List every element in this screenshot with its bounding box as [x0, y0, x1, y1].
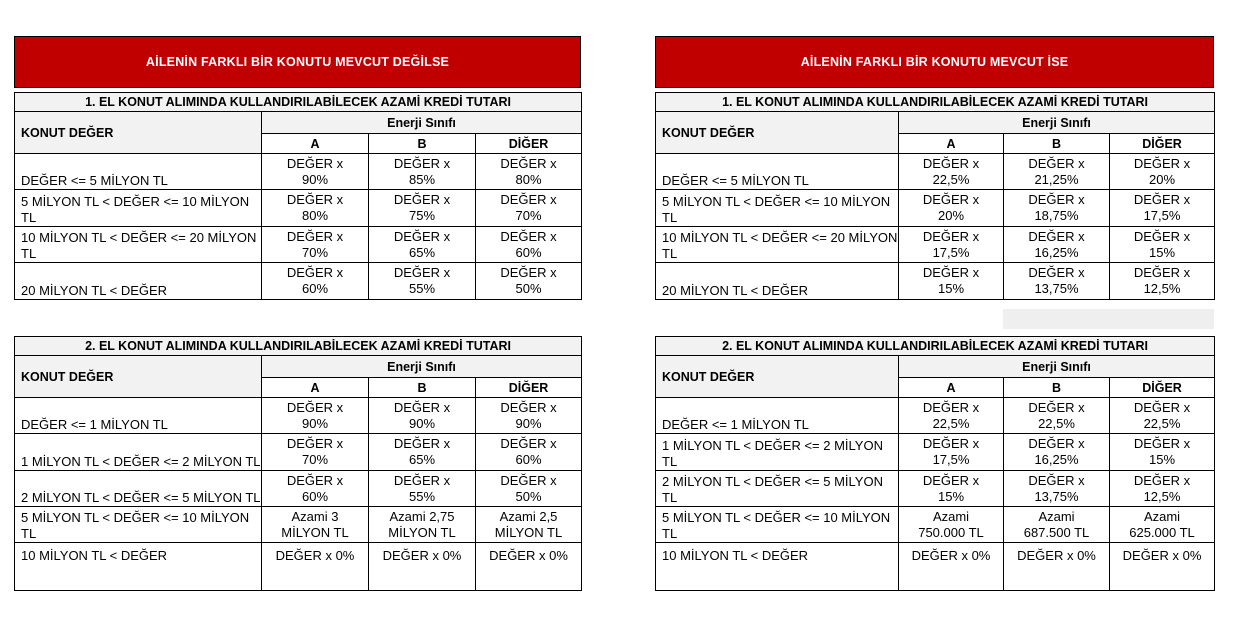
- value-cell: [899, 434, 1004, 471]
- value-line: 16,25%: [1034, 452, 1079, 467]
- value-line: Azami 2,5: [499, 508, 558, 524]
- value-line: DEĞER x: [1028, 472, 1085, 488]
- value-line: DEĞER x: [922, 192, 980, 207]
- value-cell: [1110, 434, 1215, 471]
- value-line: 85%: [408, 171, 436, 187]
- row-label: 2 MİLYON TL < DEĞER <= 5 MİLYON TL: [15, 471, 262, 507]
- value-cell: [899, 398, 1004, 434]
- value-line: 60%: [515, 452, 542, 467]
- value-line: MİLYON TL: [281, 524, 349, 540]
- value-line: 80%: [301, 208, 329, 223]
- value-line: DEĞER x: [1133, 472, 1191, 488]
- value-line: 50%: [515, 281, 542, 296]
- value-line: DEĞER x: [286, 155, 344, 171]
- row-label: 5 MİLYON TL < DEĞER <= 10 MİLYON TL: [15, 507, 262, 543]
- value-line: 12,5%: [1143, 488, 1181, 504]
- enerji-sinifi-header: Enerji Sınıfı: [262, 356, 582, 378]
- value-line: 60%: [515, 244, 542, 260]
- value-line: DEĞER x: [922, 228, 980, 244]
- value-line: DEĞER x: [1028, 436, 1085, 451]
- value-line: 22,5%: [1143, 415, 1181, 431]
- table-title: 2. EL KONUT ALIMINDA KULLANDIRILABİLECEK AZAMİ KREDİ TUTARI: [656, 337, 1215, 356]
- value-line: 20%: [1149, 171, 1176, 187]
- energy-class-0: A: [262, 134, 369, 154]
- konut-deger-header: KONUT DEĞER: [656, 356, 899, 398]
- table-row: [15, 263, 582, 300]
- value-cell: [262, 154, 369, 190]
- value-line: DEĞER x 0%: [382, 548, 462, 563]
- value-line: 90%: [301, 415, 329, 431]
- value-line: 12,5%: [1143, 281, 1181, 296]
- value-cell: [1004, 434, 1110, 471]
- value-cell: [262, 507, 369, 543]
- value-line: DEĞER x: [922, 265, 980, 280]
- value-line: Azami: [1038, 508, 1075, 524]
- value-line: DEĞER x: [922, 472, 980, 488]
- left-panel-header: AİLENİN FARKLI BİR KONUTU MEVCUT DEĞİLSE: [14, 36, 581, 88]
- row-label: 5 MİLYON TL < DEĞER <= 10 MİLYON TL: [656, 507, 899, 543]
- value-line: DEĞER x: [1133, 192, 1191, 207]
- value-line: DEĞER x 0%: [275, 548, 355, 563]
- value-line: 17,5%: [1143, 208, 1181, 223]
- value-line: 17,5%: [932, 244, 970, 260]
- value-line: DEĞER x: [1133, 265, 1191, 280]
- value-cell: [1004, 398, 1110, 434]
- value-cell: [899, 190, 1004, 227]
- energy-class-1: B: [1004, 134, 1110, 154]
- value-cell: [476, 471, 582, 507]
- value-line: DEĞER x 0%: [1017, 548, 1096, 563]
- value-line: 22,5%: [932, 415, 970, 431]
- value-cell: [262, 434, 369, 471]
- value-cell: [1004, 154, 1110, 190]
- value-cell: [369, 154, 476, 190]
- value-line: DEĞER x: [1133, 399, 1191, 415]
- value-line: DEĞER x: [393, 192, 451, 207]
- value-cell: [1110, 190, 1215, 227]
- value-line: 75%: [408, 208, 436, 223]
- value-cell: [262, 543, 369, 591]
- value-line: DEĞER x: [1028, 192, 1085, 207]
- value-cell: [476, 434, 582, 471]
- value-line: Azami: [932, 508, 970, 524]
- row-label: DEĞER <= 5 MİLYON TL: [15, 154, 262, 190]
- value-line: DEĞER x: [393, 399, 451, 415]
- energy-class-2: DİĞER: [1110, 378, 1215, 398]
- value-line: 15%: [937, 281, 965, 296]
- konut-deger-header: KONUT DEĞER: [656, 112, 899, 154]
- value-line: DEĞER x: [286, 192, 344, 207]
- value-line: 65%: [408, 244, 436, 260]
- value-cell: [369, 398, 476, 434]
- right-table-2el: [655, 336, 1215, 591]
- row-label: DEĞER <= 1 MİLYON TL: [15, 398, 262, 434]
- value-cell: [476, 227, 582, 263]
- value-line: DEĞER x: [500, 228, 557, 244]
- value-line: 15%: [1149, 452, 1176, 467]
- row-label: 10 MİLYON TL < DEĞER <= 20 MİLYON TL: [15, 227, 262, 263]
- value-line: 70%: [515, 208, 542, 223]
- table-row: [656, 154, 1215, 190]
- value-line: 22,5%: [1038, 415, 1075, 431]
- value-line: Azami 3: [291, 508, 339, 524]
- value-line: 13,75%: [1034, 488, 1079, 504]
- row-label: 10 MİLYON TL < DEĞER <= 20 MİLYON TL: [656, 227, 899, 263]
- table-row: [15, 434, 582, 471]
- value-line: DEĞER x: [500, 192, 557, 207]
- energy-class-2: DİĞER: [1110, 134, 1215, 154]
- value-line: DEĞER x: [500, 472, 557, 488]
- value-cell: [1110, 543, 1215, 591]
- value-line: DEĞER x: [286, 399, 344, 415]
- enerji-sinifi-header: Enerji Sınıfı: [899, 356, 1215, 378]
- value-cell: [899, 154, 1004, 190]
- value-line: 20%: [937, 208, 965, 223]
- left-table-2el: [14, 336, 582, 591]
- energy-class-0: A: [899, 378, 1004, 398]
- energy-class-2: DİĞER: [476, 378, 582, 398]
- value-line: 16,25%: [1034, 244, 1079, 260]
- value-line: 90%: [515, 415, 542, 431]
- value-cell: [1110, 471, 1215, 507]
- enerji-sinifi-header: Enerji Sınıfı: [899, 112, 1215, 134]
- value-line: DEĞER x: [1028, 155, 1085, 171]
- table-row: [15, 398, 582, 434]
- value-cell: [1004, 227, 1110, 263]
- value-line: DEĞER x 0%: [489, 548, 568, 563]
- table-row: [656, 434, 1215, 471]
- left-table-1el: [14, 92, 582, 300]
- value-line: 18,75%: [1034, 208, 1079, 223]
- value-line: DEĞER x: [500, 155, 557, 171]
- value-line: DEĞER x: [922, 155, 980, 171]
- value-line: 13,75%: [1034, 281, 1079, 296]
- value-cell: [262, 190, 369, 227]
- value-line: 750.000 TL: [918, 524, 984, 540]
- value-cell: [1110, 154, 1215, 190]
- table-row: [15, 227, 582, 263]
- value-line: DEĞER x: [393, 436, 451, 451]
- value-cell: [899, 507, 1004, 543]
- table-row: [15, 543, 582, 591]
- value-line: 625.000 TL: [1129, 524, 1195, 540]
- table-title: 1. EL KONUT ALIMINDA KULLANDIRILABİLECEK AZAMİ KREDİ TUTARI: [15, 93, 582, 112]
- konut-deger-header: KONUT DEĞER: [15, 356, 262, 398]
- value-cell: [1004, 543, 1110, 591]
- value-line: 55%: [408, 488, 436, 504]
- energy-class-1: B: [369, 378, 476, 398]
- value-cell: [1110, 507, 1215, 543]
- table-row: [656, 471, 1215, 507]
- table-row: [656, 507, 1215, 543]
- value-cell: [369, 227, 476, 263]
- value-cell: [476, 190, 582, 227]
- row-label: 20 MİLYON TL < DEĞER: [656, 263, 899, 300]
- table-title: 2. EL KONUT ALIMINDA KULLANDIRILABİLECEK AZAMİ KREDİ TUTARI: [15, 337, 582, 356]
- value-line: DEĞER x: [286, 265, 344, 280]
- value-line: DEĞER x: [393, 265, 451, 280]
- decorative-strip: [1003, 309, 1214, 329]
- table-row: [656, 190, 1215, 227]
- value-cell: [1110, 227, 1215, 263]
- value-cell: [1004, 190, 1110, 227]
- value-line: DEĞER x: [500, 265, 557, 280]
- value-line: 50%: [515, 488, 542, 504]
- value-line: 15%: [937, 488, 965, 504]
- value-line: 65%: [408, 452, 436, 467]
- value-cell: [262, 398, 369, 434]
- value-line: 90%: [408, 415, 436, 431]
- enerji-sinifi-header: Enerji Sınıfı: [262, 112, 582, 134]
- value-cell: [476, 263, 582, 300]
- row-label: 5 MİLYON TL < DEĞER <= 10 MİLYON TL: [656, 190, 899, 227]
- value-line: DEĞER x: [286, 436, 344, 451]
- value-cell: [262, 227, 369, 263]
- table-row: [15, 507, 582, 543]
- value-line: Azami: [1143, 508, 1181, 524]
- value-cell: [369, 190, 476, 227]
- value-line: DEĞER x: [1133, 228, 1191, 244]
- energy-class-0: A: [262, 378, 369, 398]
- value-line: 70%: [301, 244, 329, 260]
- value-line: 687.500 TL: [1023, 524, 1090, 540]
- row-label: 10 MİLYON TL < DEĞER: [656, 543, 899, 591]
- value-cell: [369, 434, 476, 471]
- row-label: DEĞER <= 1 MİLYON TL: [656, 398, 899, 434]
- value-cell: [476, 507, 582, 543]
- value-line: DEĞER x: [1028, 228, 1085, 244]
- value-line: DEĞER x: [1133, 155, 1191, 171]
- value-line: 60%: [301, 281, 329, 296]
- value-line: MİLYON TL: [388, 524, 456, 540]
- table-title: 1. EL KONUT ALIMINDA KULLANDIRILABİLECEK AZAMİ KREDİ TUTARI: [656, 93, 1215, 112]
- table-row: [15, 190, 582, 227]
- row-label: 2 MİLYON TL < DEĞER <= 5 MİLYON TL: [656, 471, 899, 507]
- value-cell: [1004, 263, 1110, 300]
- value-cell: [476, 154, 582, 190]
- value-cell: [1004, 507, 1110, 543]
- energy-class-2: DİĞER: [476, 134, 582, 154]
- value-line: DEĞER x: [286, 228, 344, 244]
- value-cell: [899, 543, 1004, 591]
- table-row: [656, 398, 1215, 434]
- value-line: 60%: [301, 488, 329, 504]
- right-panel-header: AİLENİN FARKLI BİR KONUTU MEVCUT İSE: [655, 36, 1214, 88]
- value-line: DEĞER x: [393, 472, 451, 488]
- value-line: 90%: [301, 171, 329, 187]
- value-cell: [262, 263, 369, 300]
- value-cell: [369, 471, 476, 507]
- value-line: DEĞER x: [286, 472, 344, 488]
- value-cell: [1110, 398, 1215, 434]
- value-line: 21,25%: [1034, 171, 1079, 187]
- value-cell: [476, 543, 582, 591]
- value-cell: [899, 227, 1004, 263]
- value-line: DEĞER x: [500, 399, 557, 415]
- value-cell: [369, 263, 476, 300]
- value-line: DEĞER x: [1028, 399, 1085, 415]
- value-line: DEĞER x 0%: [911, 548, 991, 563]
- value-cell: [899, 263, 1004, 300]
- value-line: 22,5%: [932, 171, 970, 187]
- value-line: DEĞER x 0%: [1122, 548, 1202, 563]
- value-line: 70%: [301, 452, 329, 467]
- value-line: 17,5%: [932, 452, 970, 467]
- row-label: 5 MİLYON TL < DEĞER <= 10 MİLYON TL: [15, 190, 262, 227]
- table-row: [656, 227, 1215, 263]
- value-cell: [262, 471, 369, 507]
- energy-class-0: A: [899, 134, 1004, 154]
- energy-class-1: B: [1004, 378, 1110, 398]
- value-line: DEĞER x: [1028, 265, 1085, 280]
- value-line: DEĞER x: [922, 436, 980, 451]
- value-line: DEĞER x: [500, 436, 557, 451]
- right-table-1el: [655, 92, 1215, 300]
- value-cell: [1004, 471, 1110, 507]
- row-label: 10 MİLYON TL < DEĞER: [15, 543, 262, 591]
- table-row: [656, 263, 1215, 300]
- row-label: 20 MİLYON TL < DEĞER: [15, 263, 262, 300]
- value-line: 80%: [515, 171, 542, 187]
- row-label: 1 MİLYON TL < DEĞER <= 2 MİLYON TL: [656, 434, 899, 471]
- konut-deger-header: KONUT DEĞER: [15, 112, 262, 154]
- value-line: DEĞER x: [1133, 436, 1191, 451]
- value-cell: [369, 543, 476, 591]
- value-line: MİLYON TL: [494, 524, 563, 540]
- value-cell: [369, 507, 476, 543]
- value-line: DEĞER x: [393, 155, 451, 171]
- value-line: 55%: [408, 281, 436, 296]
- row-label: DEĞER <= 5 MİLYON TL: [656, 154, 899, 190]
- row-label: 1 MİLYON TL < DEĞER <= 2 MİLYON TL: [15, 434, 262, 471]
- value-cell: [476, 398, 582, 434]
- value-cell: [899, 471, 1004, 507]
- energy-class-1: B: [369, 134, 476, 154]
- value-line: DEĞER x: [922, 399, 980, 415]
- table-row: [656, 543, 1215, 591]
- table-row: [15, 471, 582, 507]
- value-line: DEĞER x: [393, 228, 451, 244]
- table-row: [15, 154, 582, 190]
- value-line: Azami 2,75: [389, 508, 455, 524]
- value-cell: [1110, 263, 1215, 300]
- value-line: 15%: [1149, 244, 1176, 260]
